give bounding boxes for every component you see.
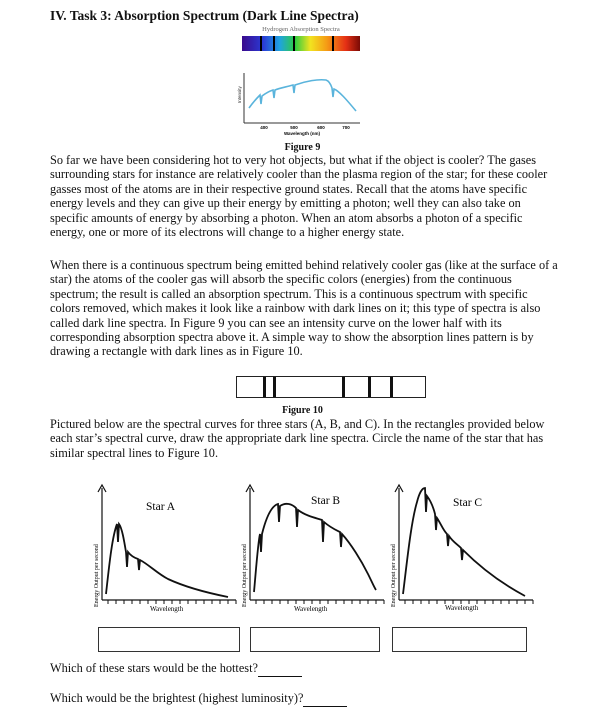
- star-b-xlabel: Wavelength: [294, 605, 328, 613]
- paragraph-2: When there is a continuous spectrum being emitted behind relatively cooler gas (like at the surface of a star) the atoms of the cooler gas will absorb the specific colors (energies) from the continuous spectrum; the result is called an absorption spectrum. This is a continuous spectrum with specific colors removed, which makes it look like a rainbow with dark lines on it; this type of spectra is also called dark line spectra. In Figure 9 you can see an intensity curve on the lower half with its corresponding absorption spectra above it. A simple way to show the absorption lines pattern is by drawing a rectangle with dark lines as in Figure 10.: [50, 258, 558, 359]
- star-a-name: Star A: [146, 501, 176, 513]
- y-axis-label: Intensity: [237, 86, 242, 103]
- figure-9-title: Hydrogen Absorption Spectra: [262, 26, 340, 33]
- spectrum-strip: [242, 36, 360, 51]
- answer-blank-hottest[interactable]: [258, 661, 302, 677]
- star-b-chart: [236, 482, 386, 614]
- figure-9: [236, 26, 366, 144]
- tick-600: 600: [317, 125, 325, 130]
- star-c-ylabel: Energy Output per second: [391, 544, 397, 607]
- question-brightest-text: Which would be the brightest (highest luminosity)?: [50, 691, 304, 705]
- star-c-answer-box[interactable]: [392, 627, 527, 652]
- question-brightest: [50, 691, 347, 707]
- absorption-line: [260, 36, 262, 51]
- star-c-name: Star C: [453, 497, 483, 509]
- star-b-answer-box[interactable]: [250, 627, 380, 652]
- paragraph-1: So far we have been considering hot to very hot objects, but what if the object is cooler? The gases surrounding stars for instance are relatively cooler than the plasma region of the star; for these cooler gasses most of the atoms are in their respective ground states. Recall that the atoms have specific energy levels and they can give up their energy by emitting a photon; well they can also take on specific amounts of energy by absorbing a photon. When an atom absorbs a photon of a specific energy, one or more of its electrons will change to a higher energy state.: [50, 153, 548, 240]
- question-hottest-text: Which of these stars would be the hottest?: [50, 661, 258, 675]
- star-b-ylabel: Energy Output per second: [242, 544, 248, 607]
- absorption-line: [293, 36, 295, 51]
- star-b-curve: [254, 504, 376, 592]
- dark-line: [342, 377, 345, 397]
- section-heading: IV. Task 3: Absorption Spectrum (Dark Line Spectra): [50, 8, 359, 23]
- dark-line: [390, 377, 393, 397]
- dark-line: [273, 377, 276, 397]
- intensity-curve: [249, 80, 356, 111]
- figure-9-graphic: [236, 33, 366, 138]
- tick-700: 700: [342, 125, 350, 130]
- tick-500: 500: [290, 125, 298, 130]
- dark-line: [263, 377, 266, 397]
- absorption-line: [332, 36, 334, 51]
- absorption-line: [273, 36, 275, 51]
- figure-10-caption: Figure 10: [282, 405, 323, 416]
- figure-9-caption: Figure 9: [284, 142, 321, 153]
- question-hottest: [50, 661, 302, 677]
- star-b-name: Star B: [311, 495, 341, 507]
- star-a-ylabel: Energy Output per second: [94, 544, 100, 607]
- star-a-curve: [106, 524, 228, 597]
- paragraph-3: Pictured below are the spectral curves for three stars (A, B, and C). In the rectangles provided below each star’s spectral curve, draw the appropriate dark line spectra. Circle the name of the star that has similar spectral lines to Figure 10.: [50, 417, 545, 460]
- dark-line: [368, 377, 371, 397]
- figure-10-spectrum-box: [236, 376, 426, 398]
- star-a-answer-box[interactable]: [98, 627, 240, 652]
- star-a-xlabel: Wavelength: [150, 605, 184, 613]
- answer-blank-brightest[interactable]: [303, 691, 347, 707]
- star-a-chart: [88, 482, 238, 614]
- x-axis-label: Wavelength (nm): [283, 131, 321, 136]
- star-c-xlabel: Wavelength: [445, 604, 479, 612]
- star-c-chart: [385, 482, 535, 614]
- tick-400: 400: [260, 125, 268, 130]
